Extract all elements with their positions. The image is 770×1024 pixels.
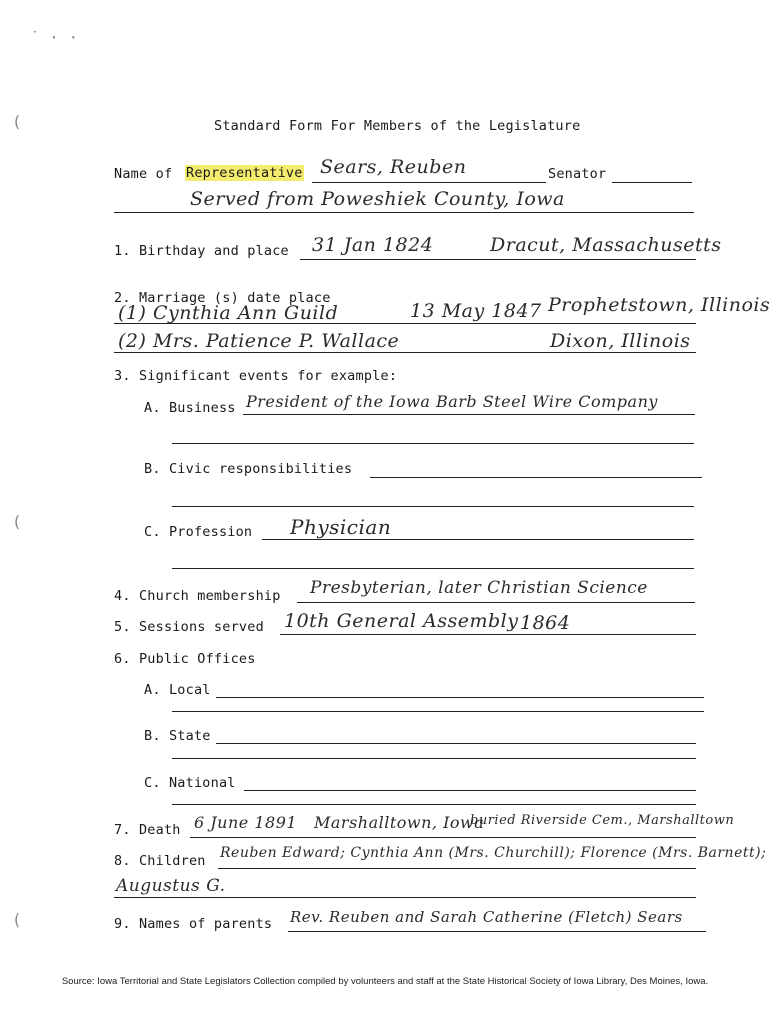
- children-entry: Reuben Edward; Cynthia Ann (Mrs. Churchill); Florence (Mrs. Barnett);: [220, 845, 767, 861]
- church-line: [297, 602, 695, 603]
- served-line: [114, 212, 694, 213]
- parents-entry: Rev. Reuben and Sarah Catherine (Fletch) Sears: [290, 908, 683, 926]
- marriage1-date-entry: 13 May 1847: [410, 300, 542, 322]
- church-entry: Presbyterian, later Christian Science: [310, 578, 648, 598]
- served-entry: Served from Poweshiek County, Iowa: [190, 188, 565, 210]
- state-line-2: [172, 758, 696, 759]
- business-line-1: [243, 414, 695, 415]
- marriage-line-2: [114, 352, 696, 353]
- birth-date-entry: 31 Jan 1824: [312, 234, 434, 256]
- state-label: B. State: [144, 728, 211, 744]
- parents-line: [288, 931, 706, 932]
- local-line-1: [216, 697, 704, 698]
- business-label: A. Business: [144, 400, 236, 416]
- scan-mark: (: [12, 512, 22, 531]
- source-footer: Source: Iowa Territorial and State Legislators Collection compiled by volunteers and staff at the State Historical Society of Iowa Library, Des Moines, Iowa.: [61, 976, 709, 987]
- death-label: 7. Death: [114, 822, 181, 838]
- representative-label: Representative: [186, 165, 303, 181]
- death-date-entry: 6 June 1891: [194, 813, 298, 832]
- death-place-entry: Marshalltown, Iowa: [314, 813, 485, 832]
- profession-label: C. Profession: [144, 524, 253, 540]
- scan-mark: ˙ · ·: [30, 28, 79, 47]
- profession-line-1: [262, 539, 694, 540]
- national-line-2: [172, 804, 696, 805]
- local-label: A. Local: [144, 682, 211, 698]
- birthday-label: 1. Birthday and place: [114, 243, 289, 259]
- name-entry: Sears, Reuben: [320, 156, 467, 178]
- children-label: 8. Children: [114, 853, 206, 869]
- scan-mark: (: [12, 910, 22, 929]
- business-entry: President of the Iowa Barb Steel Wire Company: [246, 392, 658, 411]
- offices-label: 6. Public Offices: [114, 651, 256, 667]
- parents-label: 9. Names of parents: [114, 916, 273, 932]
- state-line-1: [216, 743, 696, 744]
- marriage2-place-entry: Dixon, Illinois: [550, 330, 691, 352]
- children-line-2: [114, 897, 696, 898]
- senator-label: Senator: [548, 166, 607, 182]
- scan-mark: (: [12, 112, 22, 131]
- civic-line-1: [370, 477, 702, 478]
- sessions-label: 5. Sessions served: [114, 619, 264, 635]
- events-label: 3. Significant events for example:: [114, 368, 398, 384]
- sessions-line: [280, 634, 696, 635]
- name-label: Name of: [114, 166, 173, 182]
- marriage2-entry: (2) Mrs. Patience P. Wallace: [118, 330, 400, 352]
- profession-entry: Physician: [290, 515, 392, 539]
- children-line-1: [218, 868, 696, 869]
- national-line-1: [244, 790, 696, 791]
- marriage1-place-entry: Prophetstown, Illinois: [548, 294, 770, 316]
- marriage-line-1: [114, 323, 696, 324]
- profession-line-2: [172, 568, 694, 569]
- birth-place-entry: Dracut, Massachusetts: [490, 234, 722, 256]
- church-label: 4. Church membership: [114, 588, 281, 604]
- civic-line-2: [172, 506, 694, 507]
- national-label: C. National: [144, 775, 236, 791]
- business-line-2: [172, 443, 694, 444]
- burial-entry: buried Riverside Cem., Marshalltown: [470, 813, 735, 828]
- children2-entry: Augustus G.: [116, 876, 226, 896]
- sessions-entry: 10th General Assembly: [284, 610, 519, 632]
- civic-label: B. Civic responsibilities: [144, 461, 353, 477]
- name-line: [312, 182, 546, 183]
- sessions-year-entry: 1864: [520, 612, 571, 634]
- form-title: Standard Form For Members of the Legislature: [214, 118, 581, 134]
- marriage1-entry: (1) Cynthia Ann Guild: [118, 302, 339, 324]
- death-line: [190, 837, 696, 838]
- marriage-label: 2. Marriage (s) date place: [114, 290, 331, 306]
- senator-line: [612, 182, 692, 183]
- local-line-2: [172, 711, 704, 712]
- birthday-line: [300, 259, 696, 260]
